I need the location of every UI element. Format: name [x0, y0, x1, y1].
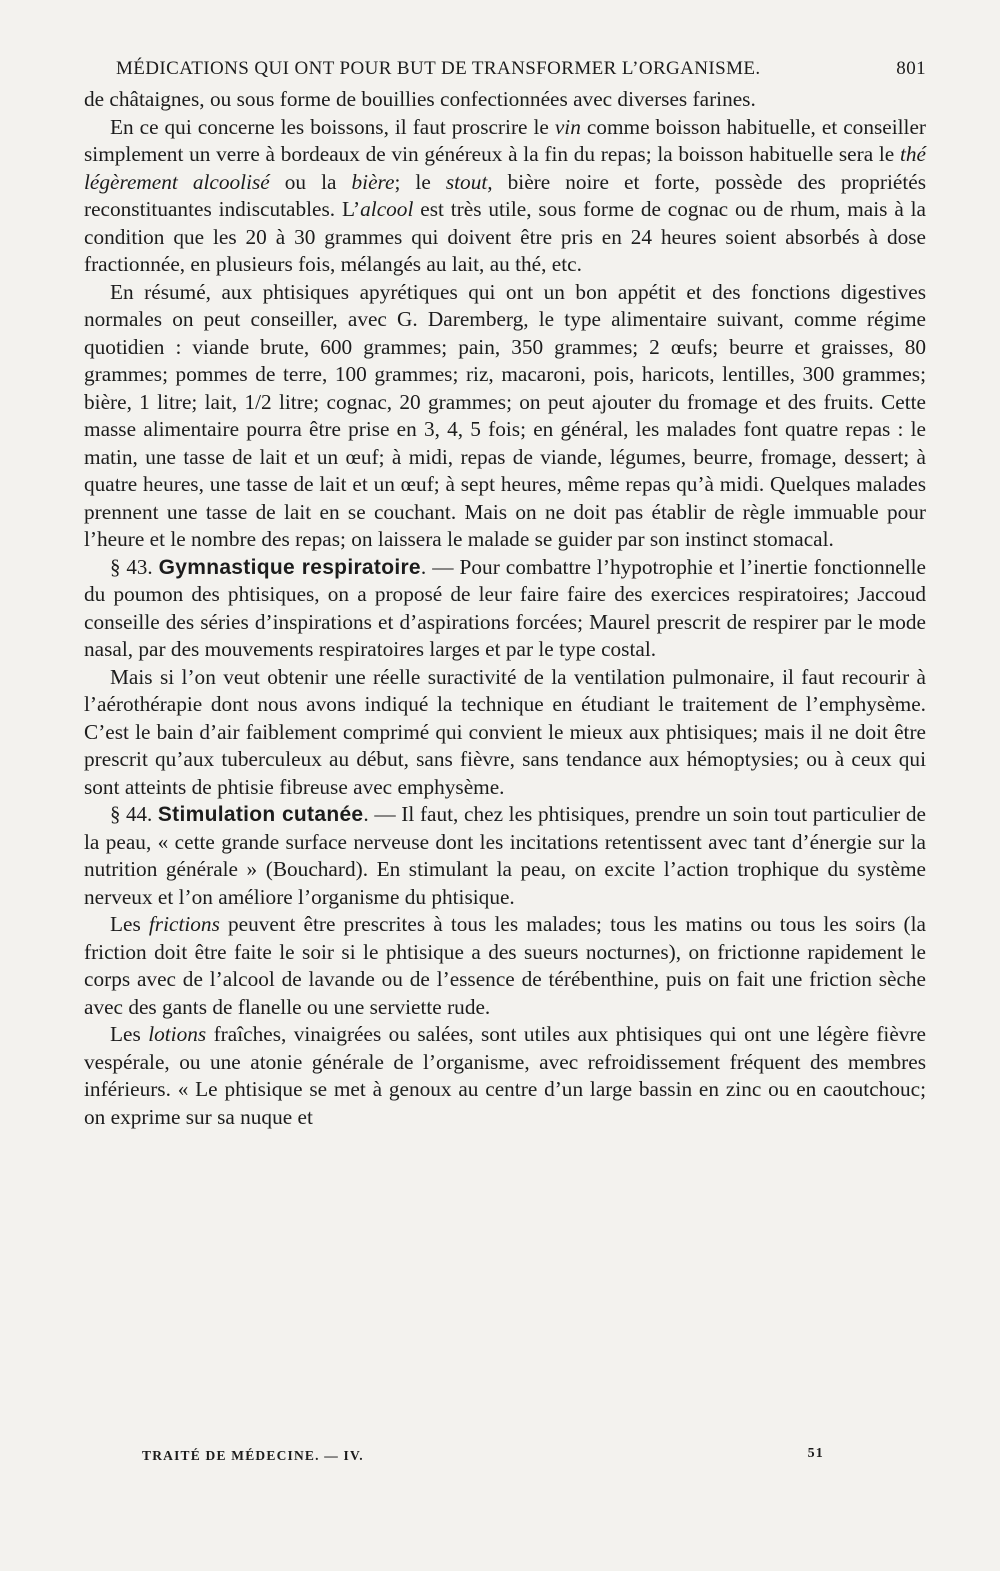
- text-run: de châtaignes, ou sous forme de bouillies confectionnées avec diverses farines.: [84, 87, 756, 111]
- text-run: En résumé, aux phtisiques apyrétiques qui ont un bon appétit et des fonctions digestives normales on peut conseiller, avec G. Daremberg, le type alimentaire suivant, comme régime quotidien : viande brute, 600 grammes; pain, 350 grammes; 2 œufs; beurre et graisses, 80 grammes; pommes de terre, 100 grammes; riz, macaroni, pois, haricots, lentilles, 300 grammes; bière, 1 litre; lait, 1/2 litre; cognac, 20 grammes; on peut ajouter du fromage et des fruits. Cette masse alimentaire pourra être prise en 3, 4, 5 fois; en général, les malades font quatre repas : le matin, une tasse de lait et un œuf; à midi, repas de viande, légumes, beurre, fromage, dessert; à quatre heures, une tasse de lait et un œuf; à sept heures, même repas qu’à midi. Quelques malades prennent une tasse de lait en se couchant. Mais on ne doit pas établir de règle immuable pour l’heure et le nombre des repas; on laissera le malade se guider par son instinct stomacal.: [84, 279, 926, 551]
- text-run: Les: [110, 912, 149, 936]
- text-run: ou la: [269, 169, 352, 194]
- text-run: bière noire et forte, possède des propriétés reconstituantes indiscutables. L’: [84, 169, 926, 221]
- text-run: Les: [110, 1022, 149, 1046]
- text-run: comme boisson habituelle, et conseiller simplement un verre à bordeaux de vin généreux à la fin du repas; la boisson habituelle sera le: [84, 114, 927, 166]
- paragraph-section-44: [84, 801, 926, 911]
- page-footer: [142, 1448, 824, 1464]
- italic-term: vin: [554, 114, 581, 139]
- italic-term: alcool: [360, 197, 414, 221]
- paragraph: [84, 279, 926, 554]
- signature-number: 51: [807, 1446, 824, 1461]
- text-run: En ce qui concerne les boissons, il faut proscrire le: [110, 114, 555, 139]
- signature-line: TRAITÉ DE MÉDECINE. — IV.: [142, 1448, 364, 1463]
- paragraph-section-43: [84, 554, 926, 664]
- italic-term: thé légèrement alcoolisé: [84, 142, 926, 194]
- section-heading: Gymnastique respiratoire: [158, 555, 421, 579]
- text-run: . — Il faut, chez les phtisiques, prendre un soin tout particulier de la peau, « cette grande surface nerveuse dont les incitations retentissent avec tant d’énergie sur la nutrition générale » (Bouchard). En stimulant la peau, on excite l’action trophique du système nerveux et l’on améliore l’organisme du phtisique.: [84, 802, 927, 909]
- text-run: § 44.: [110, 802, 158, 826]
- paragraph: [84, 911, 926, 1021]
- italic-term: lotions: [148, 1022, 207, 1046]
- text-run: ; le: [394, 169, 446, 194]
- paragraph: [84, 86, 926, 114]
- italic-term: frictions: [148, 912, 220, 936]
- body-text: [84, 86, 926, 1131]
- section-heading: Stimulation cutanée: [157, 803, 364, 826]
- text-run: Mais si l’on veut obtenir une réelle suractivité de la ventilation pulmonaire, il faut recourir à l’aérothérapie dont nous avons indiqué la technique en étudiant le traitement de l’emphysème. C’est le bain d’air faiblement comprimé qui convient le mieux aux phtisiques; mais il ne doit être prescrit qu’aux tuberculeux au début, sans fièvre, sans tendance aux hémoptysies; ou à ceux qui sont atteints de phtisie fibreuse avec emphysème.: [84, 664, 926, 799]
- running-title: MÉDICATIONS QUI ONT POUR BUT DE TRANSFORMER L’ORGANISME.: [116, 58, 761, 79]
- running-header: [116, 58, 926, 80]
- italic-term: bière: [351, 169, 395, 194]
- text-run: peuvent être prescrites à tous les malades; tous les matins ou tous les soirs (la friction doit être faite le soir si le phtisique a des sueurs nocturnes), on frictionne rapidement le corps avec de l’alcool de lavande ou de l’essence de térébenthine, puis on fait une friction sèche avec des gants de flanelle ou une serviette rude.: [84, 912, 926, 1019]
- paragraph: [84, 114, 926, 279]
- text-run: est très utile, sous forme de cognac ou de rhum, mais à la condition que les 20 à 30 grammes qui doivent être pris en 24 heures soient absorbés à dose fractionnée, en plusieurs fois, mélangés au lait, au thé, etc.: [84, 197, 926, 276]
- text-run: . — Pour combattre l’hypotrophie et l’inertie fonctionnelle du poumon des phtisiques, on a proposé de leur faire faire des exercices respiratoires; Jaccoud conseille des séries d’inspirations et d’aspirations forcées; Maurel prescrit de respirer par le mode nasal, par des mouvements respiratoires larges et par le type costal.: [84, 554, 926, 661]
- text-run: § 43.: [110, 554, 159, 579]
- italic-term: stout,: [445, 169, 493, 194]
- paragraph: [84, 1021, 926, 1131]
- paragraph: [84, 664, 926, 802]
- text-run: fraîches, vinaigrées ou salées, sont utiles aux phtisiques qui ont une légère fièvre vespérale, ou une atonie générale de l’organisme, avec refroidissement fréquent des membres inférieurs. « Le phtisique se met à genoux au centre d’un large bassin en zinc ou en caoutchouc; on exprime sur sa nuque et: [84, 1022, 926, 1129]
- page-number: 801: [896, 58, 926, 79]
